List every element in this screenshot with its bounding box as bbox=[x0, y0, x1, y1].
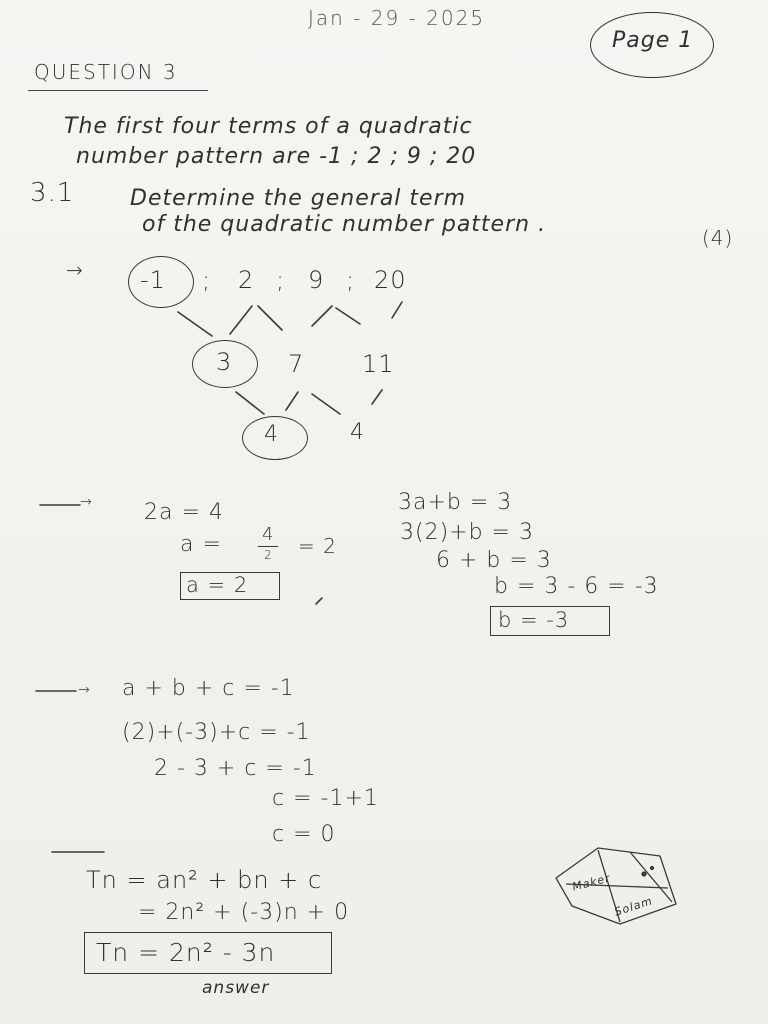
term: 2 bbox=[238, 266, 255, 294]
part-marks: (4) bbox=[702, 226, 734, 250]
working-a-fraction-numerator: 4 bbox=[262, 524, 275, 545]
working-c-line1: a + b + c = -1 bbox=[122, 676, 295, 701]
working-b-line4: b = 3 - 6 = -3 bbox=[494, 574, 659, 599]
stamp-line2: Solam bbox=[612, 894, 655, 919]
general-term-line2: = 2n² + (-3)n + 0 bbox=[138, 900, 350, 925]
working-c-line5: c = 0 bbox=[272, 822, 336, 847]
working-a-line1: 2a = 4 bbox=[144, 500, 224, 525]
working-c-arrow: → bbox=[78, 682, 91, 698]
working-b-line2: 3(2)+b = 3 bbox=[400, 520, 534, 545]
general-term-answer: Tn = 2n² - 3n bbox=[96, 938, 276, 967]
general-term-line1: Tn = an² + bn + c bbox=[86, 866, 323, 894]
working-b-result: b = -3 bbox=[498, 608, 570, 632]
page-label: Page 1 bbox=[612, 28, 694, 53]
working-c-line2: (2)+(-3)+c = -1 bbox=[122, 720, 311, 745]
working-c-line4: c = -1+1 bbox=[272, 786, 379, 811]
term: 20 bbox=[374, 266, 407, 294]
part-text-line1: Determine the general term bbox=[130, 186, 467, 211]
first-difference: 11 bbox=[362, 350, 395, 378]
question-title: QUESTION 3 bbox=[34, 60, 178, 84]
second-difference: 4 bbox=[264, 422, 279, 447]
working-a-result: a = 2 bbox=[186, 573, 249, 597]
separator: ; bbox=[346, 266, 356, 294]
question-intro-line1: The first four terms of a quadratic bbox=[64, 114, 473, 139]
part-number: 3.1 bbox=[30, 178, 75, 208]
term: 9 bbox=[308, 266, 325, 294]
term: -1 bbox=[140, 266, 166, 294]
working-a-arrow: → bbox=[80, 494, 93, 510]
working-a-line2-left: a = bbox=[180, 532, 222, 557]
first-difference: 3 bbox=[216, 348, 233, 376]
second-difference: 4 bbox=[350, 420, 365, 445]
separator: ; bbox=[202, 266, 212, 294]
working-a-fraction-denominator: 2 bbox=[264, 548, 273, 562]
pattern-arrow: → bbox=[66, 258, 84, 282]
first-difference: 7 bbox=[288, 350, 305, 378]
answer-label: answer bbox=[202, 978, 270, 998]
date: Jan - 29 - 2025 bbox=[308, 6, 486, 30]
part-text-line2: of the quadratic number pattern . bbox=[142, 212, 547, 237]
separator: ; bbox=[276, 266, 286, 294]
working-a-line2-right: = 2 bbox=[298, 534, 337, 558]
working-b-line3: 6 + b = 3 bbox=[436, 548, 552, 573]
question-intro-line2: number pattern are -1 ; 2 ; 9 ; 20 bbox=[76, 144, 477, 169]
working-b-line1: 3a+b = 3 bbox=[398, 490, 513, 515]
working-c-line3: 2 - 3 + c = -1 bbox=[154, 756, 317, 781]
stamp-line1: Maker bbox=[571, 871, 612, 894]
